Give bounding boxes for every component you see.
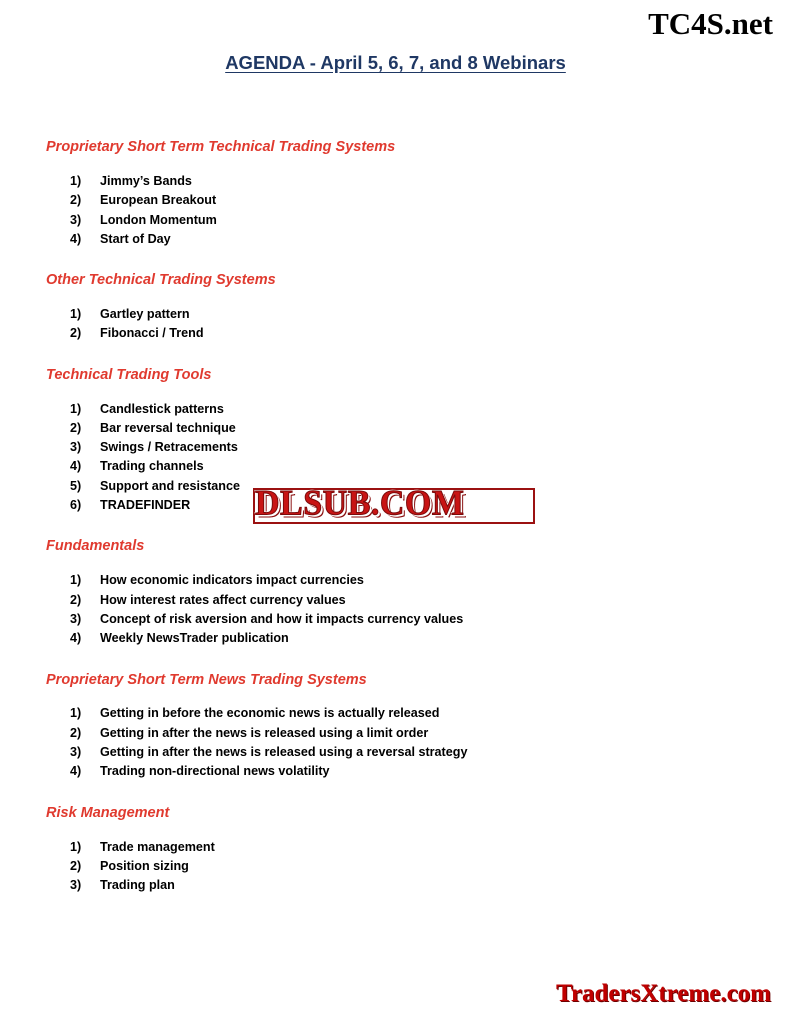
agenda-section <box>46 673 746 782</box>
list-item <box>70 762 746 781</box>
list-item-number: 3) <box>70 440 82 455</box>
list-item-label: European Breakout <box>100 193 217 208</box>
list-item <box>70 438 746 457</box>
page-title: AGENDA - April 5, 6, 7, and 8 Webinars <box>225 52 566 73</box>
list-item-number: 2) <box>70 592 82 607</box>
agenda-section <box>46 368 746 516</box>
list-item <box>70 211 746 230</box>
list-item-number: 1) <box>70 706 82 721</box>
site-brand-top: TC4S.net <box>648 6 773 41</box>
section-item-list <box>46 172 746 249</box>
list-item <box>70 704 746 723</box>
list-item <box>70 571 746 590</box>
list-item-label: Swings / Retracements <box>100 440 238 455</box>
section-item-list <box>46 305 746 344</box>
section-item-list <box>46 838 746 896</box>
watermark-text: DLSUB.COM <box>255 484 465 523</box>
list-item <box>70 724 746 743</box>
section-heading: Technical Trading Tools <box>46 366 212 383</box>
list-item <box>70 743 746 762</box>
list-item-label: London Momentum <box>100 212 217 227</box>
list-item-number: 1) <box>70 573 82 588</box>
list-item <box>70 419 746 438</box>
list-item-number: 4) <box>70 459 82 474</box>
list-item <box>70 591 746 610</box>
section-heading: Proprietary Short Term Technical Trading Systems <box>46 139 396 155</box>
list-item-label: Gartley pattern <box>100 307 190 322</box>
list-item-number: 1) <box>70 307 82 322</box>
list-item <box>70 324 746 343</box>
list-item-label: Fibonacci / Trend <box>100 326 204 341</box>
list-item <box>70 400 746 419</box>
list-item <box>70 857 746 876</box>
list-item-number: 3) <box>70 212 82 227</box>
list-item-label: Getting in after the news is released using a reversal strategy <box>100 745 468 760</box>
list-item-number: 6) <box>70 498 82 513</box>
agenda-section <box>46 273 746 344</box>
list-item-number: 2) <box>70 858 82 873</box>
list-item <box>70 191 746 210</box>
site-brand-bottom: TradersXtreme.com <box>556 980 771 1007</box>
list-item-number: 4) <box>70 764 82 779</box>
list-item-label: Jimmy’s Bands <box>100 173 192 188</box>
list-item-number: 4) <box>70 231 82 246</box>
list-item-label: Trade management <box>100 839 215 854</box>
list-item-label: How economic indicators impact currencies <box>100 573 364 588</box>
list-item-number: 4) <box>70 631 82 646</box>
list-item-label: Trading non-directional news volatility <box>100 764 330 779</box>
list-item <box>70 876 746 895</box>
section-heading: Fundamentals <box>46 538 145 555</box>
section-heading: Risk Management <box>46 804 170 821</box>
list-item-label: Bar reversal technique <box>100 420 236 435</box>
agenda-content <box>46 140 746 919</box>
list-item <box>70 610 746 629</box>
list-item <box>70 172 746 191</box>
list-item-number: 3) <box>70 745 82 760</box>
list-item-label: TRADEFINDER <box>100 498 191 513</box>
list-item-number: 2) <box>70 193 82 208</box>
list-item-number: 2) <box>70 725 82 740</box>
list-item-number: 3) <box>70 878 82 893</box>
list-item <box>70 477 746 496</box>
list-item <box>70 629 746 648</box>
list-item-label: Start of Day <box>100 231 171 246</box>
list-item-number: 1) <box>70 173 82 188</box>
list-item-number: 3) <box>70 611 82 626</box>
list-item-label: Concept of risk aversion and how it impacts currency values <box>100 611 464 626</box>
list-item-number: 2) <box>70 326 82 341</box>
list-item-label: How interest rates affect currency values <box>100 592 346 607</box>
list-item-number: 5) <box>70 478 82 493</box>
list-item-number: 2) <box>70 420 82 435</box>
list-item-number: 1) <box>70 401 82 416</box>
list-item <box>70 230 746 249</box>
list-item-label: Getting in after the news is released using a limit order <box>100 725 429 740</box>
list-item-number: 1) <box>70 839 82 854</box>
list-item <box>70 838 746 857</box>
agenda-section <box>46 140 746 249</box>
section-item-list <box>46 704 746 781</box>
agenda-section <box>46 806 746 896</box>
section-item-list <box>46 400 746 516</box>
list-item-label: Weekly NewsTrader publication <box>100 631 289 646</box>
list-item-label: Trading plan <box>100 878 175 893</box>
list-item-label: Support and resistance <box>100 478 240 493</box>
section-heading: Other Technical Trading Systems <box>46 272 276 289</box>
list-item-label: Candlestick patterns <box>100 401 224 416</box>
list-item-label: Position sizing <box>100 858 189 873</box>
list-item-label: Trading channels <box>100 459 204 474</box>
section-heading: Proprietary Short Term News Trading Systems <box>46 671 367 688</box>
agenda-section <box>46 539 746 648</box>
list-item <box>70 305 746 324</box>
list-item <box>70 457 746 476</box>
list-item-label: Getting in before the economic news is actually released <box>100 706 440 721</box>
list-item <box>70 496 746 515</box>
section-item-list <box>46 571 746 648</box>
